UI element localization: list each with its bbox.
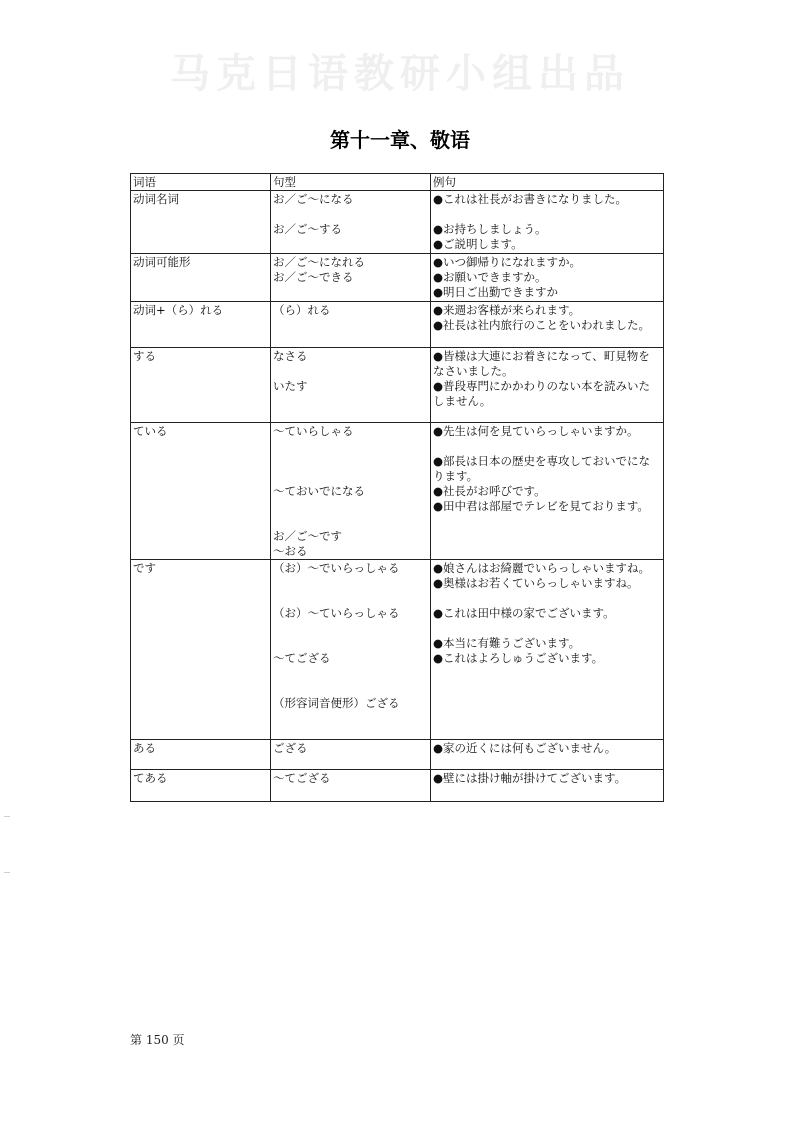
word-cell: 动词+（ら）れる [131,302,271,348]
scan-mark [4,816,10,817]
pattern-line: お／ご～です [273,529,342,543]
pattern-line: （お）～ていらっしゃる [273,606,400,620]
example-cell [431,423,664,560]
example-line: ●来週お客様が来られます。 [433,303,581,317]
pattern-line: （ら）れる [273,303,331,317]
example-line: ●家の近くには何もございません。 [433,741,617,755]
example-line: ●明日ご出勤できますか [433,285,559,299]
pattern-line: お／ご～になれる [273,255,365,269]
pattern-cell [271,254,431,302]
pattern-line: ～ていらしゃる [273,424,354,438]
example-line: ●お持ちしましょう。 [433,222,547,236]
pattern-line: ござる [273,741,308,755]
scan-mark [4,872,10,873]
example-line: ●ご説明します。 [433,237,523,251]
pattern-line: ～おる [273,544,308,558]
pattern-line: ～てござる [273,651,331,665]
table-row [131,423,664,560]
example-line: ●先生は何を見ていらっしゃいますか。 [433,424,639,438]
table-row [131,302,664,348]
word-cell: 动词可能形 [131,254,271,302]
word-cell: てある [131,770,271,802]
example-line: ●壁には掛け軸が掛けてございます。 [433,771,627,785]
table-row [131,191,664,254]
example-cell [431,191,664,254]
pattern-line: いたす [273,379,308,393]
pattern-line: ～ておいでになる [273,484,365,498]
example-line: ●部長は日本の歴史を専攻しておいでになります。 [433,454,651,483]
table-row [131,348,664,423]
pattern-cell [271,191,431,254]
example-line: ●これはよろしゅうございます。 [433,651,604,665]
example-line: ●田中君は部屋でテレビを見ております。 [433,499,649,513]
example-line: ●これは田中様の家でございます。 [433,606,615,620]
word-cell: ある [131,740,271,770]
example-line: ●いつ御帰りになれますか。 [433,255,582,269]
example-line: ●皆様は大連にお着きになって、町見物をなさいました。 [433,349,650,378]
pattern-line: お／ご～できる [273,270,354,284]
example-line: ●社長は社内旅行のことをいわれました。 [433,318,651,332]
honorific-table [130,173,664,802]
table-header-row [131,174,664,191]
table-row [131,254,664,302]
pattern-cell [271,302,431,348]
pattern-line: お／ご～になる [273,192,354,206]
example-line: ●本当に有難うございます。 [433,636,581,650]
example-cell [431,254,664,302]
example-cell [431,348,664,423]
pattern-cell [271,560,431,740]
pattern-line: ～てござる [273,771,331,785]
pattern-line: なさる [273,349,308,363]
pattern-line: お／ご～する [273,222,342,236]
word-cell: です [131,560,271,740]
example-line: ●これは社長がお書きになりました。 [433,192,628,206]
example-cell [431,560,664,740]
example-line: ●社長がお呼びです。 [433,484,546,498]
example-line: ●娘さんはお綺麗でいらっしゃいますね。 [433,561,651,575]
example-line: ●普段専門にかかわりのない本を読みいたしません。 [433,379,651,408]
example-cell [431,302,664,348]
chapter-title: 第十一章、敬语 [330,128,470,152]
word-cell: する [131,348,271,423]
example-line: ●奥様はお若くていらっしゃいますね。 [433,576,639,590]
word-cell: 动词名词 [131,191,271,254]
header-example: 例句 [431,174,664,191]
table-row [131,740,664,770]
pattern-cell [271,770,431,802]
word-cell: ている [131,423,271,560]
watermark: 马克日语教研小组出品 [170,51,630,97]
table-row [131,770,664,802]
page-number: 第 150 页 [130,1033,185,1047]
pattern-line: （形容词音便形）ござる [273,696,400,710]
table-row [131,560,664,740]
example-cell [431,740,664,770]
example-line: ●お願いできますか。 [433,270,547,284]
pattern-line: （お）～でいらっしゃる [273,561,400,575]
pattern-cell [271,740,431,770]
header-word: 词语 [131,174,271,191]
pattern-cell [271,423,431,560]
pattern-cell [271,348,431,423]
example-cell [431,770,664,802]
header-pattern: 句型 [271,174,431,191]
